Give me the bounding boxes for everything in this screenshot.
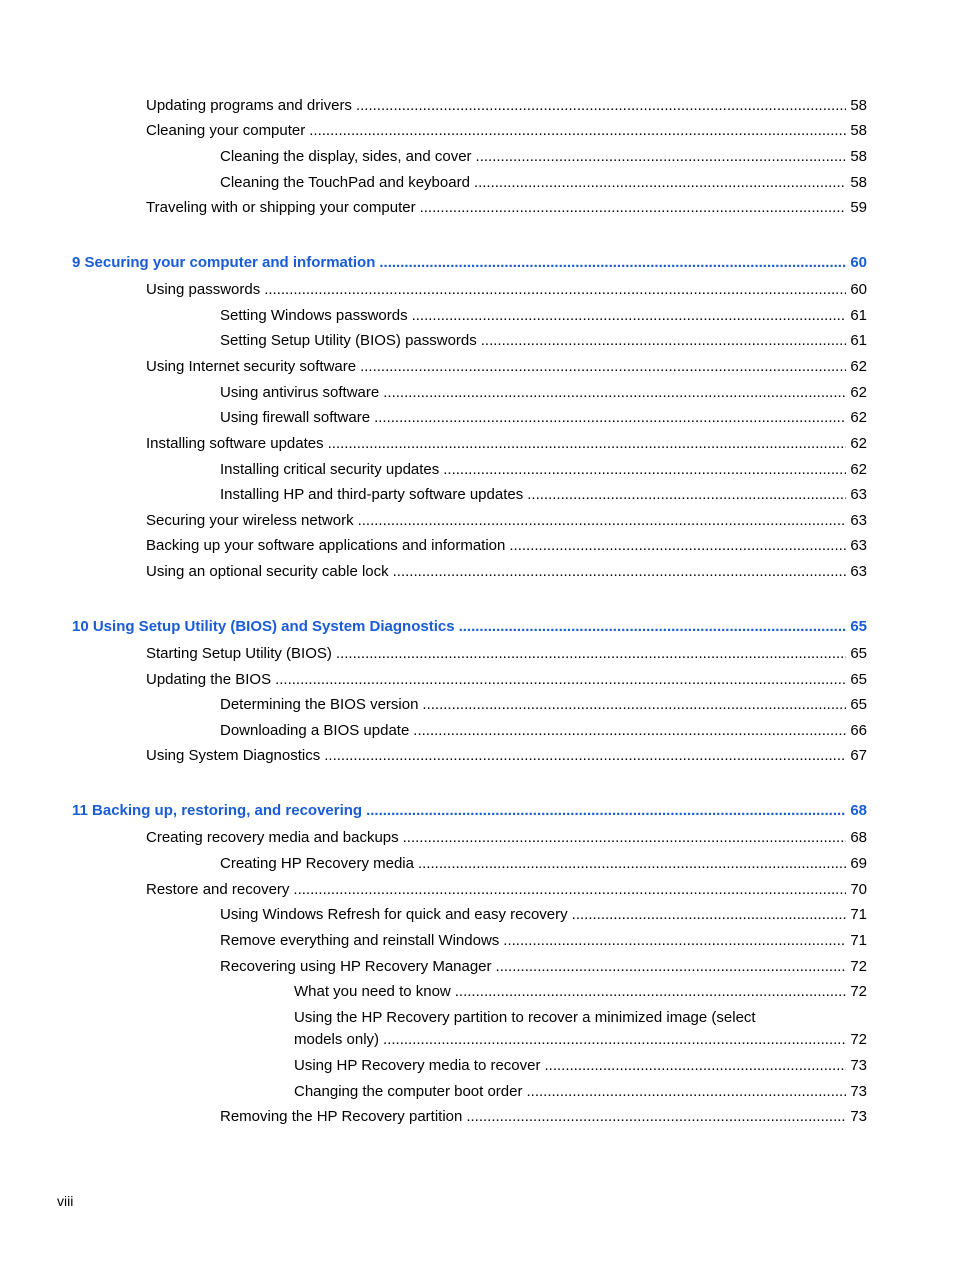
toc-entry-title: Setting Setup Utility (BIOS) passwords bbox=[220, 332, 477, 349]
toc-entry[interactable] bbox=[146, 197, 867, 219]
dot-leader bbox=[336, 643, 846, 665]
dot-leader bbox=[422, 694, 846, 716]
toc-entry-title: Traveling with or shipping your computer bbox=[146, 199, 416, 216]
dot-leader bbox=[383, 1029, 846, 1051]
toc-entry-page: 73 bbox=[850, 1083, 867, 1100]
toc-entry-page: 65 bbox=[850, 696, 867, 713]
dot-leader bbox=[275, 669, 846, 691]
toc-entry-title: Updating programs and drivers bbox=[146, 97, 352, 114]
toc-entry-title: Using passwords bbox=[146, 281, 261, 298]
toc-entry-page: 63 bbox=[850, 486, 867, 503]
toc-entry-page: 58 bbox=[850, 148, 867, 165]
toc-entry-title: Using Windows Refresh for quick and easy recovery bbox=[220, 906, 568, 923]
dot-leader bbox=[466, 1106, 846, 1128]
dot-leader bbox=[572, 904, 847, 926]
toc-entry-page: 63 bbox=[850, 537, 867, 554]
toc-entry[interactable] bbox=[146, 669, 867, 691]
toc-entry[interactable] bbox=[220, 1106, 867, 1128]
toc-entry-title: Installing critical security updates bbox=[220, 461, 440, 478]
toc-entry[interactable] bbox=[146, 879, 867, 901]
toc-entry-page: 62 bbox=[850, 358, 867, 375]
toc-entry-page: 70 bbox=[850, 881, 867, 898]
dot-leader bbox=[413, 720, 846, 742]
dot-leader bbox=[443, 459, 846, 481]
toc-entry-title: Using the HP Recovery partition to recover a minimized image (select bbox=[294, 1009, 756, 1026]
toc-entry-page: 58 bbox=[850, 122, 867, 139]
toc-chapter-entry[interactable] bbox=[72, 252, 867, 274]
dot-leader bbox=[526, 1081, 846, 1103]
toc-entry-page: 67 bbox=[850, 747, 867, 764]
toc-entry[interactable] bbox=[146, 356, 867, 378]
toc-entry-page: 72 bbox=[850, 958, 867, 975]
toc-entry-title: Determining the BIOS version bbox=[220, 696, 419, 713]
toc-entry-page: 68 bbox=[850, 829, 867, 846]
toc-entry-page: 58 bbox=[850, 174, 867, 191]
dot-leader bbox=[455, 981, 847, 1003]
toc-entry[interactable] bbox=[146, 643, 867, 665]
toc-entry-page: 59 bbox=[850, 199, 867, 216]
toc-entry[interactable] bbox=[220, 382, 867, 404]
toc-entry[interactable] bbox=[146, 279, 867, 301]
toc-entry-page: 69 bbox=[850, 855, 867, 872]
toc-entry-title: Recovering using HP Recovery Manager bbox=[220, 958, 492, 975]
toc-entry-title: Using Internet security software bbox=[146, 358, 357, 375]
toc-entry-page: 62 bbox=[850, 384, 867, 401]
toc-entry-page: 65 bbox=[850, 671, 867, 688]
toc-entry[interactable] bbox=[146, 561, 867, 583]
toc-entry-title: Securing your wireless network bbox=[146, 512, 354, 529]
toc-entry[interactable] bbox=[220, 459, 867, 481]
dot-leader bbox=[358, 510, 847, 532]
toc-entry-title: Cleaning the TouchPad and keyboard bbox=[220, 174, 470, 191]
toc-entry[interactable] bbox=[146, 433, 867, 455]
toc-entry[interactable] bbox=[294, 1055, 867, 1077]
toc-entry-page: 60 bbox=[850, 281, 867, 298]
toc-entry[interactable] bbox=[220, 904, 867, 926]
toc-entry-title: Updating the BIOS bbox=[146, 671, 272, 688]
dot-leader bbox=[379, 252, 846, 274]
dot-leader bbox=[418, 853, 846, 875]
toc-entry-page: 65 bbox=[850, 645, 867, 662]
toc-chapter-entry[interactable] bbox=[72, 800, 867, 822]
dot-leader bbox=[459, 616, 847, 638]
toc-entry-title: Using HP Recovery media to recover bbox=[294, 1057, 541, 1074]
toc-entry-title: Installing HP and third-party software updates bbox=[220, 486, 524, 503]
toc-entry-title: Creating recovery media and backups bbox=[146, 829, 399, 846]
toc-entry[interactable] bbox=[220, 694, 867, 716]
toc-entry-title: What you need to know bbox=[294, 983, 451, 1000]
toc-entry-page: 73 bbox=[850, 1108, 867, 1125]
toc-entry[interactable] bbox=[220, 305, 867, 327]
dot-leader bbox=[527, 484, 846, 506]
toc-entry[interactable] bbox=[294, 1081, 867, 1103]
toc-entry-page: 62 bbox=[850, 461, 867, 478]
toc-entry[interactable] bbox=[220, 407, 867, 429]
dot-leader bbox=[476, 146, 847, 168]
toc-entry[interactable] bbox=[146, 827, 867, 849]
dot-leader bbox=[383, 382, 846, 404]
toc-entry-title: Cleaning the display, sides, and cover bbox=[220, 148, 472, 165]
toc-entry-title: Installing software updates bbox=[146, 435, 324, 452]
toc-entry[interactable] bbox=[146, 535, 867, 557]
toc-entry[interactable] bbox=[220, 484, 867, 506]
toc-entry[interactable] bbox=[220, 330, 867, 352]
toc-entry[interactable] bbox=[294, 981, 867, 1003]
toc-entry-title: Remove everything and reinstall Windows bbox=[220, 932, 500, 949]
dot-leader bbox=[474, 172, 846, 194]
toc-entry-page: 62 bbox=[850, 409, 867, 426]
toc-entry-title: Using antivirus software bbox=[220, 384, 380, 401]
dot-leader bbox=[545, 1055, 847, 1077]
toc-entry-page: 63 bbox=[850, 563, 867, 580]
toc-entry-page: 66 bbox=[850, 722, 867, 739]
toc-entry-title: 11 Backing up, restoring, and recovering bbox=[72, 802, 363, 819]
toc-entry-page: 61 bbox=[850, 307, 867, 324]
toc-entry-title: Starting Setup Utility (BIOS) bbox=[146, 645, 332, 662]
dot-leader bbox=[264, 279, 846, 301]
dot-leader bbox=[509, 535, 846, 557]
toc-entry-title: 9 Securing your computer and information bbox=[72, 254, 376, 271]
toc-entry-page: 58 bbox=[850, 97, 867, 114]
toc-entry-title: Using an optional security cable lock bbox=[146, 563, 389, 580]
toc-entry-page: 61 bbox=[850, 332, 867, 349]
toc-chapter-entry[interactable] bbox=[72, 616, 867, 638]
dot-leader bbox=[360, 356, 846, 378]
toc-entry[interactable] bbox=[294, 1029, 867, 1051]
toc-entry-page: 68 bbox=[850, 802, 867, 819]
dot-leader bbox=[328, 433, 847, 455]
dot-leader bbox=[496, 956, 847, 978]
toc-entry-page: 60 bbox=[850, 254, 867, 271]
dot-leader bbox=[503, 930, 846, 952]
toc-entry[interactable] bbox=[220, 146, 867, 168]
page-number-footer: viii bbox=[57, 1193, 74, 1209]
dot-leader bbox=[309, 120, 846, 142]
toc-entry-title: Downloading a BIOS update bbox=[220, 722, 410, 739]
toc-entry[interactable] bbox=[220, 930, 867, 952]
toc-entry[interactable] bbox=[220, 853, 867, 875]
toc-entry-title: 10 Using Setup Utility (BIOS) and System Diagnostics bbox=[72, 618, 455, 635]
dot-leader bbox=[366, 800, 846, 822]
dot-leader bbox=[420, 197, 847, 219]
dot-leader bbox=[403, 827, 847, 849]
dot-leader bbox=[374, 407, 846, 429]
toc-entry[interactable] bbox=[220, 956, 867, 978]
dot-leader bbox=[356, 95, 846, 117]
toc-entry-title: Using System Diagnostics bbox=[146, 747, 321, 764]
toc-entry[interactable] bbox=[146, 510, 867, 532]
toc-entry-page: 72 bbox=[850, 1031, 867, 1048]
toc-entry-title: Backing up your software applications and information bbox=[146, 537, 506, 554]
toc-entry-page: 71 bbox=[850, 932, 867, 949]
dot-leader bbox=[324, 745, 846, 767]
toc-entry-title: models only) bbox=[294, 1031, 380, 1048]
toc-entry-page: 71 bbox=[850, 906, 867, 923]
toc-entry[interactable] bbox=[220, 720, 867, 742]
toc-entry-page: 62 bbox=[850, 435, 867, 452]
toc-entry[interactable] bbox=[146, 95, 867, 117]
dot-leader bbox=[293, 879, 846, 901]
toc-entry-title: Changing the computer boot order bbox=[294, 1083, 523, 1100]
toc-entry-title: Using firewall software bbox=[220, 409, 371, 426]
toc-entry-page: 63 bbox=[850, 512, 867, 529]
toc-entry-page: 73 bbox=[850, 1057, 867, 1074]
toc-entry-page: 72 bbox=[850, 983, 867, 1000]
toc-entry-title: Cleaning your computer bbox=[146, 122, 306, 139]
dot-leader bbox=[412, 305, 847, 327]
toc-entry-title: Restore and recovery bbox=[146, 881, 290, 898]
dot-leader bbox=[393, 561, 847, 583]
toc-entry[interactable] bbox=[294, 1007, 867, 1029]
toc-entry-title: Creating HP Recovery media bbox=[220, 855, 414, 872]
dot-leader bbox=[481, 330, 847, 352]
toc-entry[interactable] bbox=[146, 745, 867, 767]
toc-entry-title: Setting Windows passwords bbox=[220, 307, 408, 324]
toc-entry-title: Removing the HP Recovery partition bbox=[220, 1108, 463, 1125]
toc-entry[interactable] bbox=[220, 172, 867, 194]
toc-entry[interactable] bbox=[146, 120, 867, 142]
toc-entry-page: 65 bbox=[850, 618, 867, 635]
